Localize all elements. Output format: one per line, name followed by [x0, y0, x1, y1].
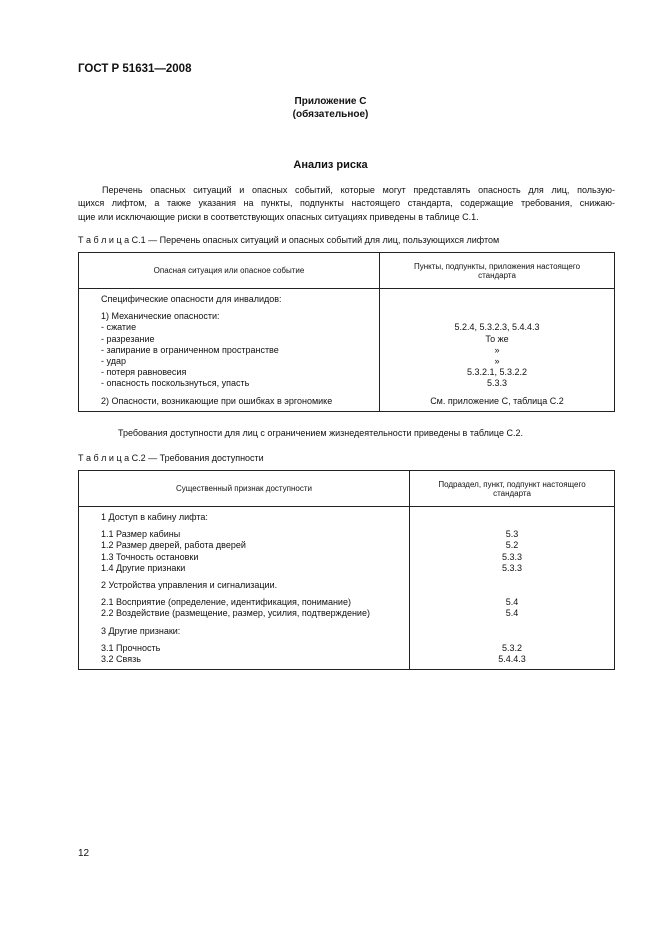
- table2-header-col2: Подраздел, пункт, подпункт настоящего стандарта: [410, 471, 615, 507]
- table-row: 3.1 Прочность: [101, 642, 161, 653]
- table-row: 2.1 Восприятие (определение, идентификация, понимание): [101, 597, 351, 608]
- table-row: 1) Механические опасности:: [101, 311, 220, 322]
- table-cell: 5.3.3: [501, 562, 523, 573]
- appendix-subtitle: (обязательное): [292, 109, 369, 120]
- requirements-text: Требования доступности для лиц с ограничением жизнедеятельности приведены в таблице С.2.: [118, 428, 523, 438]
- table-cell: »: [494, 355, 500, 366]
- intro-line-2: щихся лифтом, а также указания на пункты, подпункты настоящего стандарта, содержащие требования, снижаю-: [78, 198, 615, 209]
- table-cell: 5.4: [505, 608, 519, 619]
- table-row: - разрезание: [101, 333, 155, 344]
- table-cell: 5.2: [505, 540, 519, 551]
- table-row: 1.3 Точность остановки: [101, 551, 199, 562]
- table2-col1-cell: [79, 507, 410, 670]
- table-cell: 5.4: [505, 597, 519, 608]
- table-row: 1.1 Размер кабины: [101, 529, 181, 540]
- intro-paragraph: [78, 184, 615, 224]
- table-row: 3 Другие признаки:: [101, 625, 181, 636]
- table1-col1-cell: [79, 289, 380, 412]
- table2-header-col1: Существенный признак доступности: [79, 471, 410, 507]
- table1-header-col2: Пункты, подпункты, приложения настоящего стандарта: [380, 253, 615, 289]
- table-row: 2) Опасности, возникающие при ошибках в эргономике: [101, 395, 333, 406]
- table-cell: 5.2.4, 5.3.2.3, 5.4.4.3: [454, 322, 540, 333]
- table-row: 2 Устройства управления и сигнализации.: [101, 579, 278, 590]
- table-row: - сжатие: [101, 322, 137, 333]
- table-row: - потеря равновесия: [101, 367, 187, 378]
- table-2: [78, 470, 615, 670]
- table1-header-col1: Опасная ситуация или опасное событие: [79, 253, 380, 289]
- table-cell: 5.3: [505, 529, 519, 540]
- table2-col2-cell: [410, 507, 615, 670]
- table1-caption: Т а б л и ц а С.1 — Перечень опасных ситуаций и опасных событий для лиц, пользующихся лифтом: [78, 235, 500, 245]
- table-row: 1.4 Другие признаки: [101, 562, 186, 573]
- table-1: [78, 252, 615, 412]
- document-code: ГОСТ Р 51631—2008: [78, 63, 192, 75]
- table-cell: 5.3.2: [501, 642, 523, 653]
- table-cell: См. приложение С, таблица С.2: [430, 395, 564, 406]
- table-cell: 5.3.3: [486, 378, 508, 389]
- table-cell: То же: [485, 333, 509, 344]
- intro-line-1: Перечень опасных ситуаций и опасных событий, которые могут представлять опасность для лиц, пользую-: [102, 185, 615, 195]
- table-cell: 5.3.2.1, 5.3.2.2: [466, 367, 528, 378]
- table-row: 3.2 Связь: [101, 653, 141, 664]
- table-cell: 5.3.3: [501, 551, 523, 562]
- table-row: 2.2 Воздействие (размещение, размер, усилия, подтверждение): [101, 608, 370, 619]
- table-row: 1 Доступ в кабину лифта:: [101, 512, 208, 522]
- table-cell: 5.4.4.3: [498, 653, 526, 664]
- table-cell: »: [494, 344, 500, 355]
- appendix-title: Приложение С: [294, 96, 367, 107]
- table2-caption: Т а б л и ц а С.2 — Требования доступности: [78, 453, 264, 463]
- table-row: - опасность поскользнуться, упасть: [101, 378, 250, 389]
- table1-col2-cell: [380, 289, 615, 412]
- table-row: - удар: [101, 355, 126, 366]
- table-row: - запирание в ограниченном пространстве: [101, 344, 279, 355]
- intro-line-3: щие или исключающие риски в соответствующих опасных ситуациях приведены в таблице С.1.: [78, 211, 479, 222]
- table-row: Специфические опасности для инвалидов:: [101, 294, 282, 304]
- section-title: Анализ риска: [293, 159, 368, 171]
- table-row: 1.2 Размер дверей, работа дверей: [101, 540, 246, 551]
- page-number: 12: [78, 848, 90, 859]
